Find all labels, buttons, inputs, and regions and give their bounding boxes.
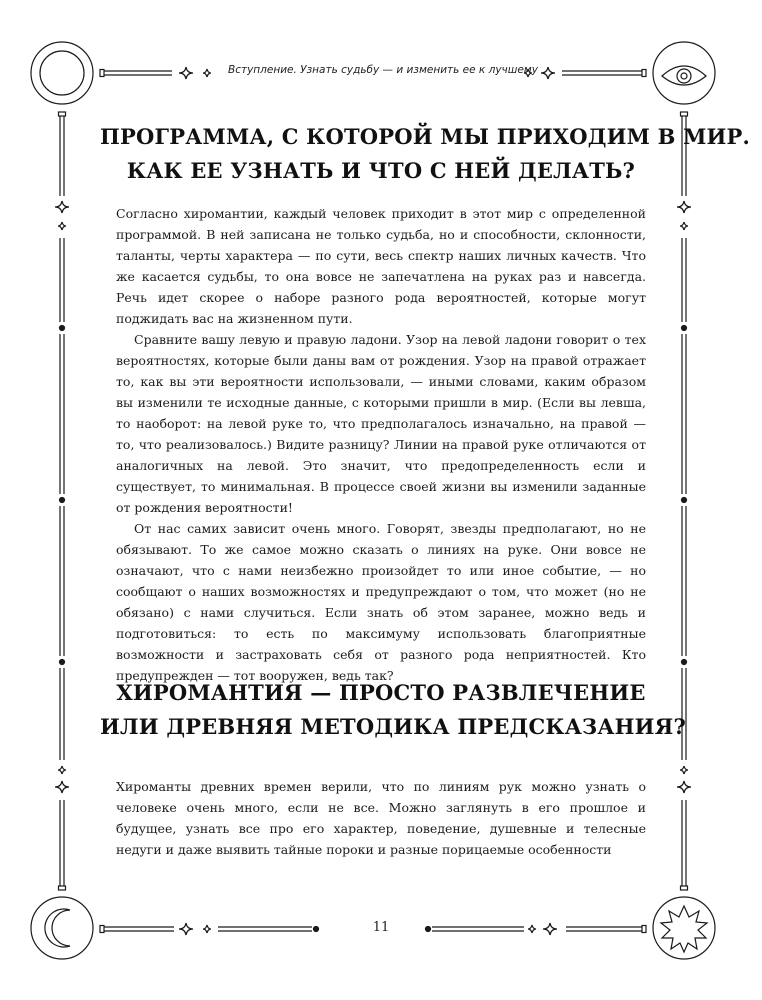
left-border xyxy=(55,112,69,890)
eye-icon xyxy=(653,42,715,104)
heading-line: ИЛИ ДРЕВНЯЯ МЕТОДИКА ПРЕДСКАЗАНИЯ? xyxy=(100,714,686,739)
right-border xyxy=(677,112,691,890)
paragraph: От нас самих зависит очень много. Говорят, звезды предполагают, но не обязывают. То же самое можно сказать о линиях на руке. Они вовсе не означают, что с нами неизбежно произойдет то или иное событие, — но сообщают о наших возможностях и предупреждают о том, что может (но не обязано) с нами случиться. Если знать об этом заранее, можно ведь и подготовиться: то есть по максимуму использовать благоприятные возможности и застраховать себя от разного рода неприятностей. Кто предупрежден — тот вооружен, ведь так? xyxy=(116,521,646,683)
running-header: Вступление. Узнать судьбу — и изменить ее к лучшему xyxy=(228,64,538,76)
circle-ornament-icon xyxy=(31,42,93,104)
sun-burst-icon xyxy=(653,897,715,959)
heading-line: КАК ЕЕ УЗНАТЬ И ЧТО С НЕЙ ДЕЛАТЬ? xyxy=(126,158,636,183)
section-heading xyxy=(100,120,751,188)
paragraph: Согласно хиромантии, каждый человек приходит в этот мир с определенной программой. В ней записана не только судьба, но и способности, склонности, таланты, черты характера — по сути, весь спектр наших личных качеств. Что же касается судьбы, то она вовсе не запечатлена на руках раз и навсегда. Речь идет скорее о наборе разного рода вероятностей, которые могут поджидать вас на жизненном пути. xyxy=(116,206,646,326)
paragraph: Сравните вашу левую и правую ладони. Узор на левой ладони говорит о тех вероятностях, которые были даны вам от рождения. Узор на правой отражает то, как вы эти вероятности использовали, — иными словами, каким образом вы изменили те исходные данные, с которыми пришли в мир. (Если вы левша, то наоборот: на левой руке то, что предполагалось изначально, на правой — то, что реализовалось.) Видите разницу? Линии на правой руке отличаются от аналогичных на левой. Это значит, что предопределенность если и существует, то минимальная. В процессе своей жизни вы изменили заданные от рождения вероятности! xyxy=(116,332,646,515)
heading-line: ХИРОМАНТИЯ — ПРОСТО РАЗВЛЕЧЕНИЕ xyxy=(116,680,646,705)
section-body xyxy=(116,776,646,860)
paragraph: Хироманты древних времен верили, что по линиям рук можно узнать о человеке очень много, если не все. Можно заглянуть в его прошлое и будущее, узнать все про его характер, поведение, душевные и телесные недуги и даже выявить тайные пороки и разные порицаемые особенности xyxy=(116,779,646,857)
page-number: 11 xyxy=(372,920,390,935)
heading-line: ПРОГРАММА, С КОТОРОЙ МЫ ПРИХОДИМ В МИР. xyxy=(100,124,751,149)
section-body xyxy=(116,203,646,686)
crescent-moon-icon xyxy=(31,897,93,959)
section-heading xyxy=(100,676,686,744)
